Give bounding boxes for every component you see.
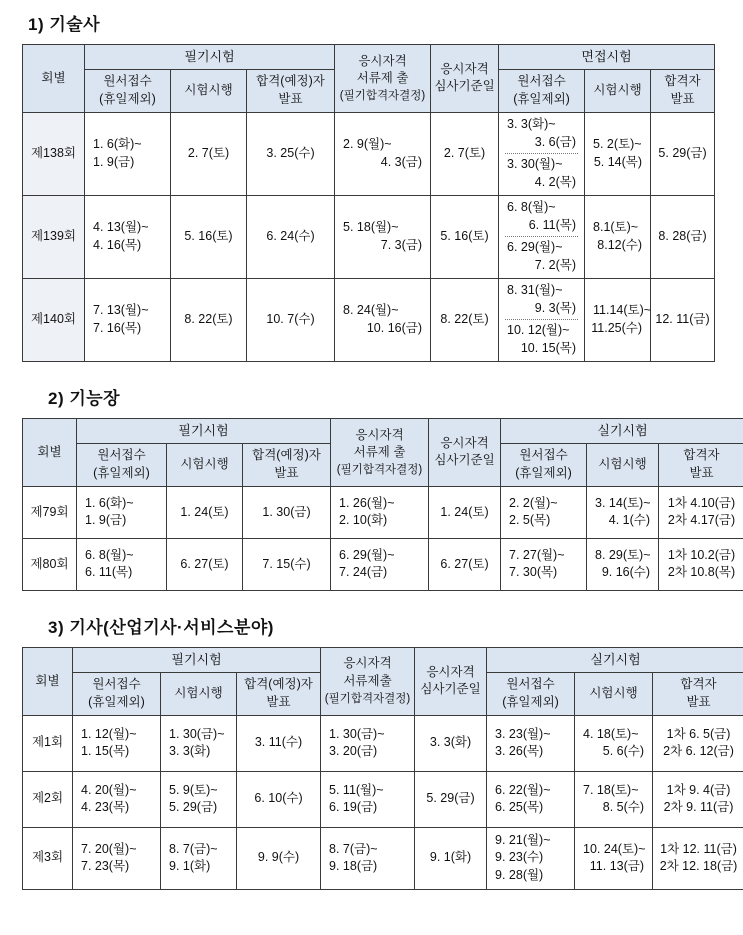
practical-exam-cell: 5. 2(토)~ 5. 14(목): [585, 112, 651, 195]
practical-exam-cell: 10. 24(토)~ 11. 13(금): [575, 827, 653, 889]
practical-result-cell: 5. 29(금): [651, 112, 715, 195]
review-cell: 8. 22(토): [431, 278, 499, 361]
section-title-2: 2) 기능장: [48, 388, 121, 408]
col-practical-group-2: 실기시험: [501, 418, 743, 443]
docs-cell: 1. 30(금)~ 3. 20(금): [321, 715, 415, 771]
cell-divider: [505, 153, 578, 154]
col-round-3: 회별: [23, 647, 73, 715]
col-written-group-1: 필기시험: [85, 45, 335, 70]
practical-apply-cell: 9. 21(월)~ 9. 23(수) 9. 28(월): [487, 827, 575, 889]
cell-divider: [505, 236, 578, 237]
col-written-exam-2: 시험시행: [167, 444, 243, 487]
written-exam-cell: 2. 7(토): [171, 112, 247, 195]
practical-apply-cell: 7. 27(월)~ 7. 30(목): [501, 538, 587, 590]
table-row: [23, 278, 715, 361]
written-apply-cell: 1. 6(화)~ 1. 9(금): [77, 486, 167, 538]
col-practical-exam-2: 시험시행: [587, 444, 659, 487]
written-result-cell: 1. 30(금): [243, 486, 331, 538]
col-review-1: 응시자격 심사기준일: [431, 45, 499, 113]
practical-result-cell: 1차 12. 11(금) 2차 12. 18(금): [653, 827, 743, 889]
round-cell: 제139회: [23, 195, 85, 278]
docs-cell: 6. 29(월)~ 7. 24(금): [331, 538, 429, 590]
col-round-1: 회별: [23, 45, 85, 113]
col-written-result-2: 합격(예정)자 발표: [243, 444, 331, 487]
col-written-exam-1: 시험시행: [171, 70, 247, 113]
practical-apply-cell: 8. 31(월)~ 9. 3(목) 10. 12(월)~ 10. 15(목): [499, 278, 585, 361]
practical-result-cell: 1차 4.10(금) 2차 4.17(금): [659, 486, 743, 538]
docs-cell: 8. 7(금)~ 9. 18(금): [321, 827, 415, 889]
section-master-craftsman: [0, 362, 743, 591]
col-practical-result-1: 합격자 발표: [651, 70, 715, 113]
docs-cell: 2. 9(월)~ 4. 3(금): [335, 112, 431, 195]
docs-cell: 5. 11(월)~ 6. 19(금): [321, 771, 415, 827]
round-cell: 제3회: [23, 827, 73, 889]
col-practical-group-3: 실기시험: [487, 647, 743, 672]
col-practical-result-2: 합격자 발표: [659, 444, 743, 487]
col-practical-apply-1: 원서접수 (휴일제외): [499, 70, 585, 113]
practical-exam-cell: 8.1(토)~ 8.12(수): [585, 195, 651, 278]
written-exam-cell: 1. 30(금)~ 3. 3(화): [161, 715, 237, 771]
written-exam-cell: 5. 16(토): [171, 195, 247, 278]
col-written-group-2: 필기시험: [77, 418, 331, 443]
review-cell: 5. 16(토): [431, 195, 499, 278]
section-engineer-industrial: [0, 591, 743, 890]
practical-exam-cell: 8. 29(토)~ 9. 16(수): [587, 538, 659, 590]
round-cell: 제2회: [23, 771, 73, 827]
written-exam-cell: 1. 24(토): [167, 486, 243, 538]
docs-cell: 5. 18(월)~ 7. 3(금): [335, 195, 431, 278]
round-cell: 제79회: [23, 486, 77, 538]
practical-exam-cell: 3. 14(토)~ 4. 1(수): [587, 486, 659, 538]
practical-result-cell: 8. 28(금): [651, 195, 715, 278]
written-result-cell: 3. 25(수): [247, 112, 335, 195]
written-exam-cell: 8. 22(토): [171, 278, 247, 361]
written-apply-cell: 7. 20(월)~ 7. 23(목): [73, 827, 161, 889]
practical-apply-cell: 6. 22(월)~ 6. 25(목): [487, 771, 575, 827]
review-cell: 5. 29(금): [415, 771, 487, 827]
table-row: [23, 715, 743, 771]
col-written-result-1: 합격(예정)자 발표: [247, 70, 335, 113]
col-written-apply-2: 원서접수 (휴일제외): [77, 444, 167, 487]
col-practical-result-3: 합격자 발표: [653, 673, 743, 716]
col-practical-exam-1: 시험시행: [585, 70, 651, 113]
col-practical-apply-2: 원서접수 (휴일제외): [501, 444, 587, 487]
table-row: [23, 538, 743, 590]
schedule-table-1: [22, 44, 715, 362]
col-docs-1: 응시자격 서류제 출 (필기합격자결정): [335, 45, 431, 113]
round-cell: 제140회: [23, 278, 85, 361]
review-cell: 2. 7(토): [431, 112, 499, 195]
practical-apply-cell: 3. 23(월)~ 3. 26(목): [487, 715, 575, 771]
table-row: [23, 486, 743, 538]
practical-result-cell: 1차 6. 5(금) 2차 6. 12(금): [653, 715, 743, 771]
col-written-apply-3: 원서접수 (휴일제외): [73, 673, 161, 716]
col-written-exam-3: 시험시행: [161, 673, 237, 716]
docs-cell: 1. 26(월)~ 2. 10(화): [331, 486, 429, 538]
review-cell: 3. 3(화): [415, 715, 487, 771]
col-written-group-3: 필기시험: [73, 647, 321, 672]
written-exam-cell: 8. 7(금)~ 9. 1(화): [161, 827, 237, 889]
col-review-2: 응시자격 심사기준일: [429, 418, 501, 486]
review-cell: 6. 27(토): [429, 538, 501, 590]
written-apply-cell: 6. 8(월)~ 6. 11(목): [77, 538, 167, 590]
written-exam-cell: 5. 9(토)~ 5. 29(금): [161, 771, 237, 827]
written-apply-cell: 4. 20(월)~ 4. 23(목): [73, 771, 161, 827]
col-written-apply-1: 원서접수 (휴일제외): [85, 70, 171, 113]
round-cell: 제80회: [23, 538, 77, 590]
practical-result-cell: 1차 9. 4(금) 2차 9. 11(금): [653, 771, 743, 827]
practical-result-cell: 12. 11(금): [651, 278, 715, 361]
section-engineer: [0, 0, 743, 362]
col-written-result-3: 합격(예정)자 발표: [237, 673, 321, 716]
written-result-cell: 9. 9(수): [237, 827, 321, 889]
table-row: [23, 827, 743, 889]
col-practical-exam-3: 시험시행: [575, 673, 653, 716]
col-review-3: 응시자격 심사기준일: [415, 647, 487, 715]
col-practical-apply-3: 원서접수 (휴일제외): [487, 673, 575, 716]
section-title-1: 1) 기술사: [28, 15, 101, 34]
written-apply-cell: 7. 13(월)~ 7. 16(목): [85, 278, 171, 361]
col-round-2: 회별: [23, 418, 77, 486]
practical-apply-cell: 2. 2(월)~ 2. 5(목): [501, 486, 587, 538]
review-cell: 9. 1(화): [415, 827, 487, 889]
written-result-cell: 10. 7(수): [247, 278, 335, 361]
practical-apply-cell: 6. 8(월)~ 6. 11(목) 6. 29(월)~ 7. 2(목): [499, 195, 585, 278]
written-apply-cell: 1. 6(화)~ 1. 9(금): [85, 112, 171, 195]
schedule-table-3: [22, 647, 743, 890]
written-result-cell: 7. 15(수): [243, 538, 331, 590]
docs-cell: 8. 24(월)~ 10. 16(금): [335, 278, 431, 361]
review-cell: 1. 24(토): [429, 486, 501, 538]
written-result-cell: 3. 11(수): [237, 715, 321, 771]
table-row: [23, 112, 715, 195]
table-row: [23, 771, 743, 827]
col-docs-2: 응시자격 서류제 출 (필기합격자결정): [331, 418, 429, 486]
round-cell: 제1회: [23, 715, 73, 771]
table-row: [23, 195, 715, 278]
schedule-table-2: [22, 418, 743, 591]
written-result-cell: 6. 10(수): [237, 771, 321, 827]
practical-exam-cell: 4. 18(토)~ 5. 6(수): [575, 715, 653, 771]
written-exam-cell: 6. 27(토): [167, 538, 243, 590]
written-apply-cell: 1. 12(월)~ 1. 15(목): [73, 715, 161, 771]
col-practical-group-1: 면접시험: [499, 45, 715, 70]
col-docs-3: 응시자격 서류제출 (필기합격자결정): [321, 647, 415, 715]
written-result-cell: 6. 24(수): [247, 195, 335, 278]
practical-result-cell: 1차 10.2(금) 2차 10.8(목): [659, 538, 743, 590]
practical-exam-cell: 11.14(토)~ 11.25(수): [585, 278, 651, 361]
practical-apply-cell: 3. 3(화)~ 3. 6(금) 3. 30(월)~ 4. 2(목): [499, 112, 585, 195]
written-apply-cell: 4. 13(월)~ 4. 16(목): [85, 195, 171, 278]
practical-exam-cell: 7. 18(토)~ 8. 5(수): [575, 771, 653, 827]
round-cell: 제138회: [23, 112, 85, 195]
section-title-3: 3) 기사(산업기사·서비스분야): [48, 617, 274, 637]
cell-divider: [505, 319, 578, 320]
